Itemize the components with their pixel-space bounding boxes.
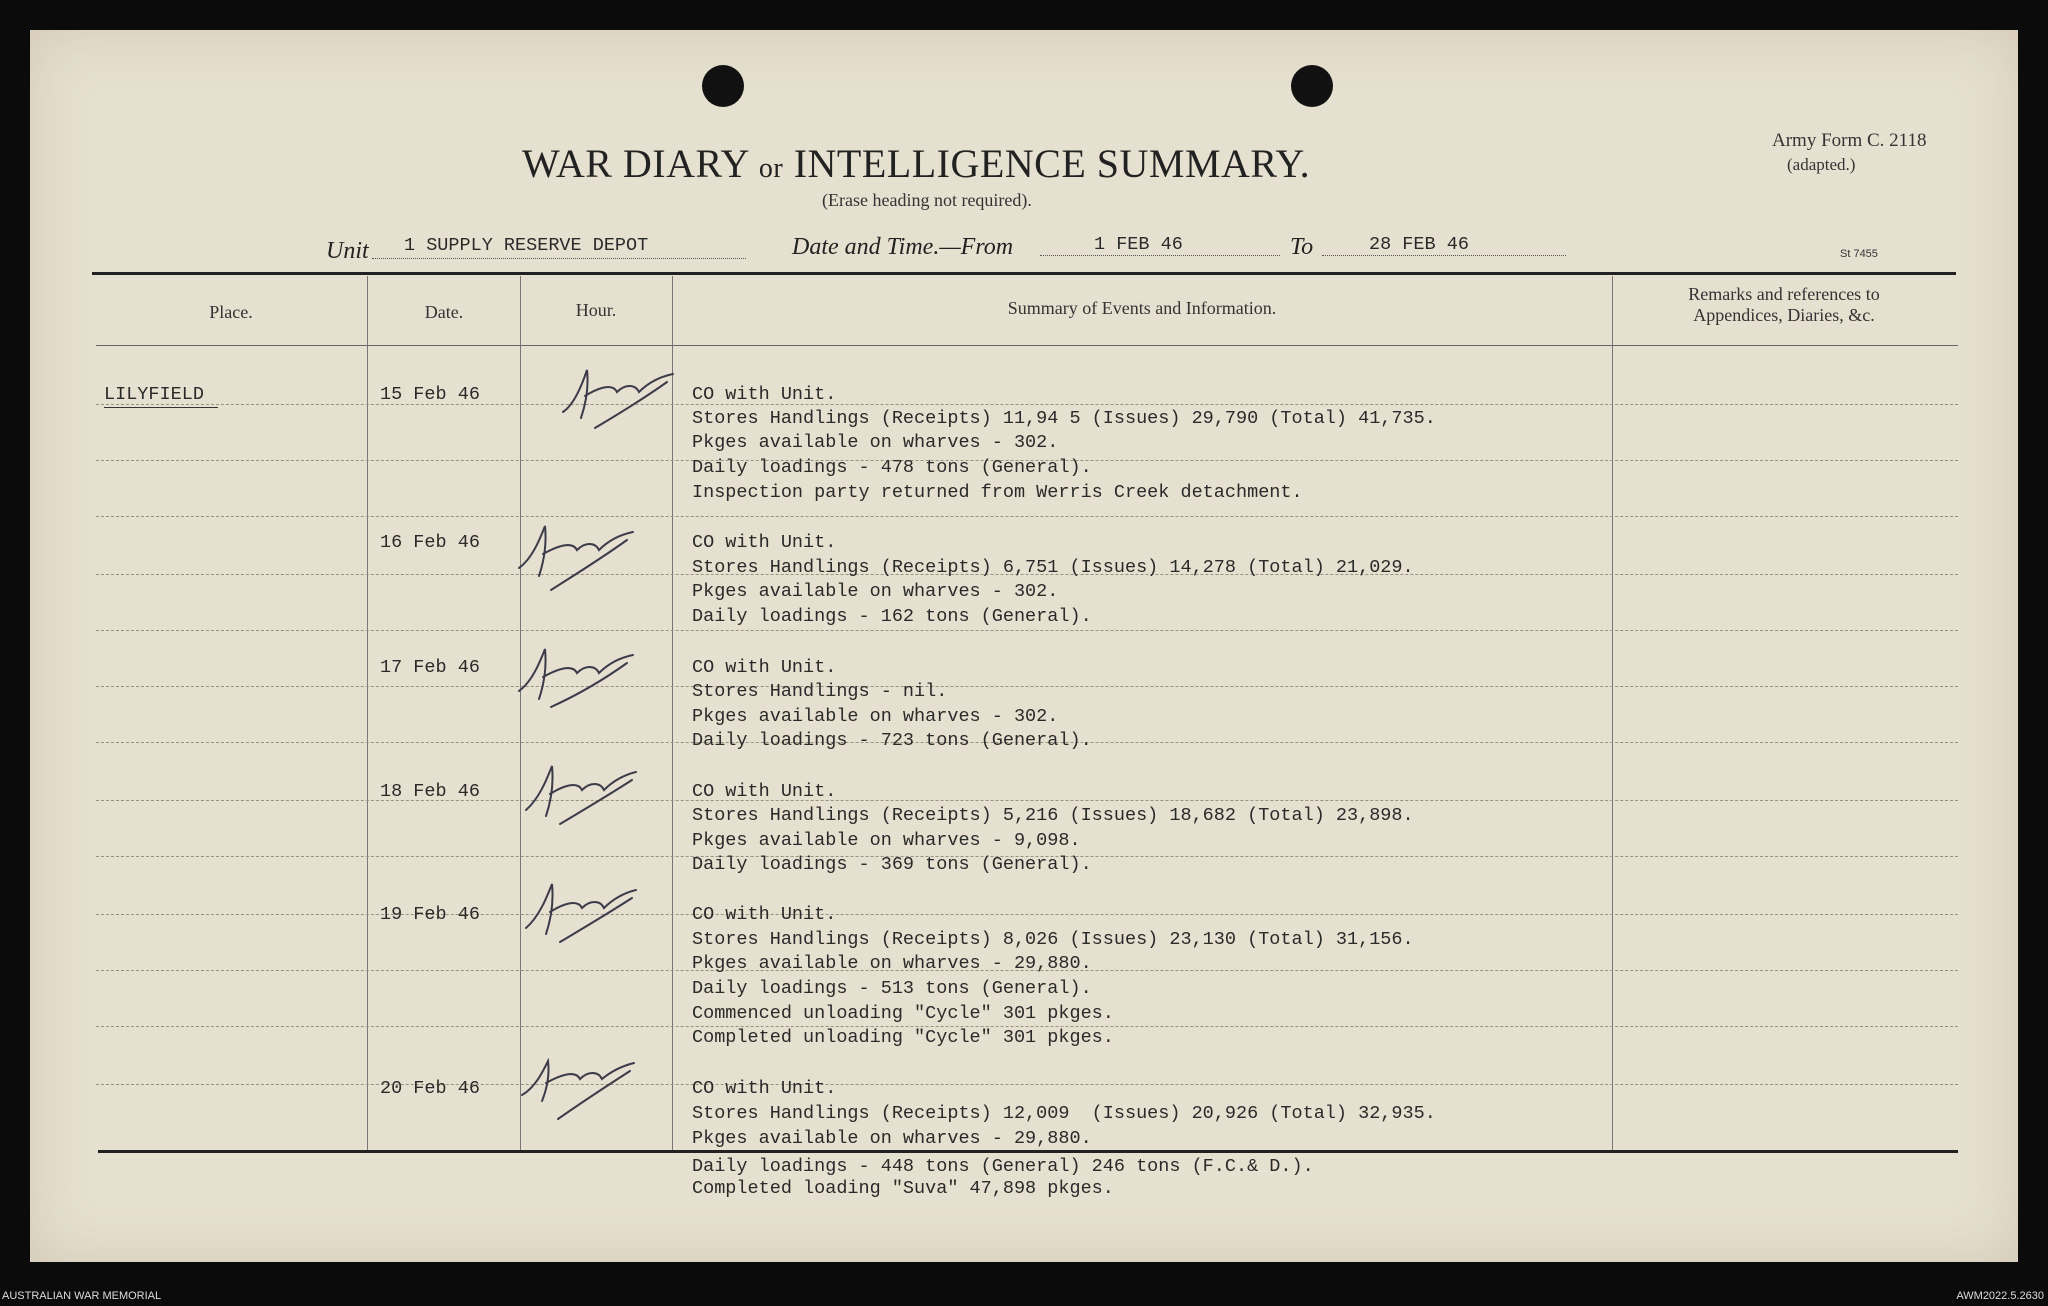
ruling-line xyxy=(96,914,1958,915)
table-bottom-border xyxy=(98,1150,1958,1153)
entry-date: 20 Feb 46 xyxy=(380,1078,480,1099)
unit-label: Unit xyxy=(326,238,369,264)
title-or: or xyxy=(758,153,784,184)
entry-line: Stores Handlings (Receipts) 12,009 (Issues) 20,926 (Total) 32,935. xyxy=(692,1103,1436,1124)
stock-code: St 7455 xyxy=(1840,248,1878,260)
title-war-diary: WAR DIARY xyxy=(522,141,749,186)
initials-signature-icon xyxy=(555,362,675,432)
entry-line: Daily loadings - 478 tons (General). xyxy=(692,457,1092,478)
date-time-label: Date and Time.—From xyxy=(792,234,1014,260)
entry-date: 19 Feb 46 xyxy=(380,904,480,925)
to-label: To xyxy=(1290,234,1314,260)
entry-line: Pkges available on wharves - 302. xyxy=(692,432,1059,453)
entry-line: Completed unloading "Cycle" 301 pkges. xyxy=(692,1027,1114,1048)
place-underline xyxy=(104,407,218,408)
form-title xyxy=(522,140,1310,187)
entry-line: Stores Handlings (Receipts) 11,94 5 (Issues) 29,790 (Total) 41,735. xyxy=(692,408,1436,429)
entry-line: Inspection party returned from Werris Creek detachment. xyxy=(692,482,1303,503)
entry-line: Daily loadings - 513 tons (General). xyxy=(692,978,1092,999)
archive-reference: AWM2022.5.2630 xyxy=(1956,1290,2044,1302)
column-divider-summary-remarks xyxy=(1612,276,1613,1150)
place-value: LILYFIELD xyxy=(104,384,204,405)
entry-line: Pkges available on wharves - 29,880. xyxy=(692,953,1092,974)
ruling-line xyxy=(96,800,1958,801)
column-divider-place-date xyxy=(367,276,368,1150)
entry-line: Pkges available on wharves - 302. xyxy=(692,706,1059,727)
entry-line: Daily loadings - 162 tons (General). xyxy=(692,606,1092,627)
initials-signature-icon xyxy=(515,522,635,592)
entry-date: 16 Feb 46 xyxy=(380,532,480,553)
ruling-line xyxy=(96,404,1958,405)
remarks-header-line1: Remarks and references to xyxy=(1688,284,1880,304)
archive-credit: AUSTRALIAN WAR MEMORIAL xyxy=(2,1290,162,1302)
ruling-line xyxy=(96,686,1958,687)
entry-line: CO with Unit. xyxy=(692,1078,837,1099)
entry-line: CO with Unit. xyxy=(692,532,837,553)
entry-line: CO with Unit. xyxy=(692,657,837,678)
entry-line: CO with Unit. xyxy=(692,904,837,925)
entry-line: CO with Unit. xyxy=(692,781,837,802)
entry-line: CO with Unit. xyxy=(692,384,837,405)
initials-signature-icon xyxy=(520,760,640,830)
remarks-header-line2: Appendices, Diaries, &c. xyxy=(1693,305,1875,325)
army-form-adapted: (adapted.) xyxy=(1787,155,1856,174)
title-intelligence-summary: INTELLIGENCE SUMMARY. xyxy=(793,141,1311,186)
entry-line: Stores Handlings (Receipts) 6,751 (Issues) 14,278 (Total) 21,029. xyxy=(692,557,1414,578)
punch-hole-right xyxy=(1291,65,1333,107)
from-dotted-line xyxy=(1040,255,1280,256)
entry-line: Pkges available on wharves - 29,880. xyxy=(692,1128,1092,1149)
date-to-value: 28 FEB 46 xyxy=(1369,234,1469,255)
column-header-remarks xyxy=(1614,284,1954,326)
entry-line: Daily loadings - 448 tons (General) 246 tons (F.C.& D.). xyxy=(692,1156,1314,1177)
initials-signature-icon xyxy=(515,645,635,715)
unit-dotted-line xyxy=(372,258,746,259)
unit-value: 1 SUPPLY RESERVE DEPOT xyxy=(404,235,649,256)
entry-line: Stores Handlings (Receipts) 5,216 (Issues) 18,682 (Total) 23,898. xyxy=(692,805,1414,826)
to-dotted-line xyxy=(1322,255,1566,256)
entry-line: Stores Handlings (Receipts) 8,026 (Issues) 23,130 (Total) 31,156. xyxy=(692,929,1414,950)
entry-date: 17 Feb 46 xyxy=(380,657,480,678)
column-header-summary: Summary of Events and Information. xyxy=(1007,298,1277,318)
entry-line: Daily loadings - 369 tons (General). xyxy=(692,854,1092,875)
ruling-line xyxy=(96,516,1958,517)
column-header-hour: Hour. xyxy=(575,300,617,320)
entry-line: Completed loading "Suva" 47,898 pkges. xyxy=(692,1178,1114,1199)
initials-signature-icon xyxy=(518,1055,638,1125)
column-header-place: Place. xyxy=(209,302,253,322)
form-subtitle: (Erase heading not required). xyxy=(822,190,1032,210)
entry-line: Pkges available on wharves - 9,098. xyxy=(692,830,1081,851)
entry-line: Pkges available on wharves - 302. xyxy=(692,581,1059,602)
entry-date: 15 Feb 46 xyxy=(380,384,480,405)
date-from-value: 1 FEB 46 xyxy=(1094,234,1183,255)
table-header-divider xyxy=(96,345,1958,346)
ruling-line xyxy=(96,630,1958,631)
ruling-line xyxy=(96,1084,1958,1085)
document-sheet xyxy=(30,30,2018,1262)
entry-date: 18 Feb 46 xyxy=(380,781,480,802)
army-form-number: Army Form C. 2118 xyxy=(1772,130,1927,151)
punch-hole-left xyxy=(702,65,744,107)
initials-signature-icon xyxy=(520,878,640,948)
entry-line: Commenced unloading "Cycle" 301 pkges. xyxy=(692,1003,1114,1024)
table-top-border xyxy=(92,272,1956,275)
entry-line: Daily loadings - 723 tons (General). xyxy=(692,730,1092,751)
entry-line: Stores Handlings - nil. xyxy=(692,681,948,702)
column-header-date: Date. xyxy=(424,302,464,322)
